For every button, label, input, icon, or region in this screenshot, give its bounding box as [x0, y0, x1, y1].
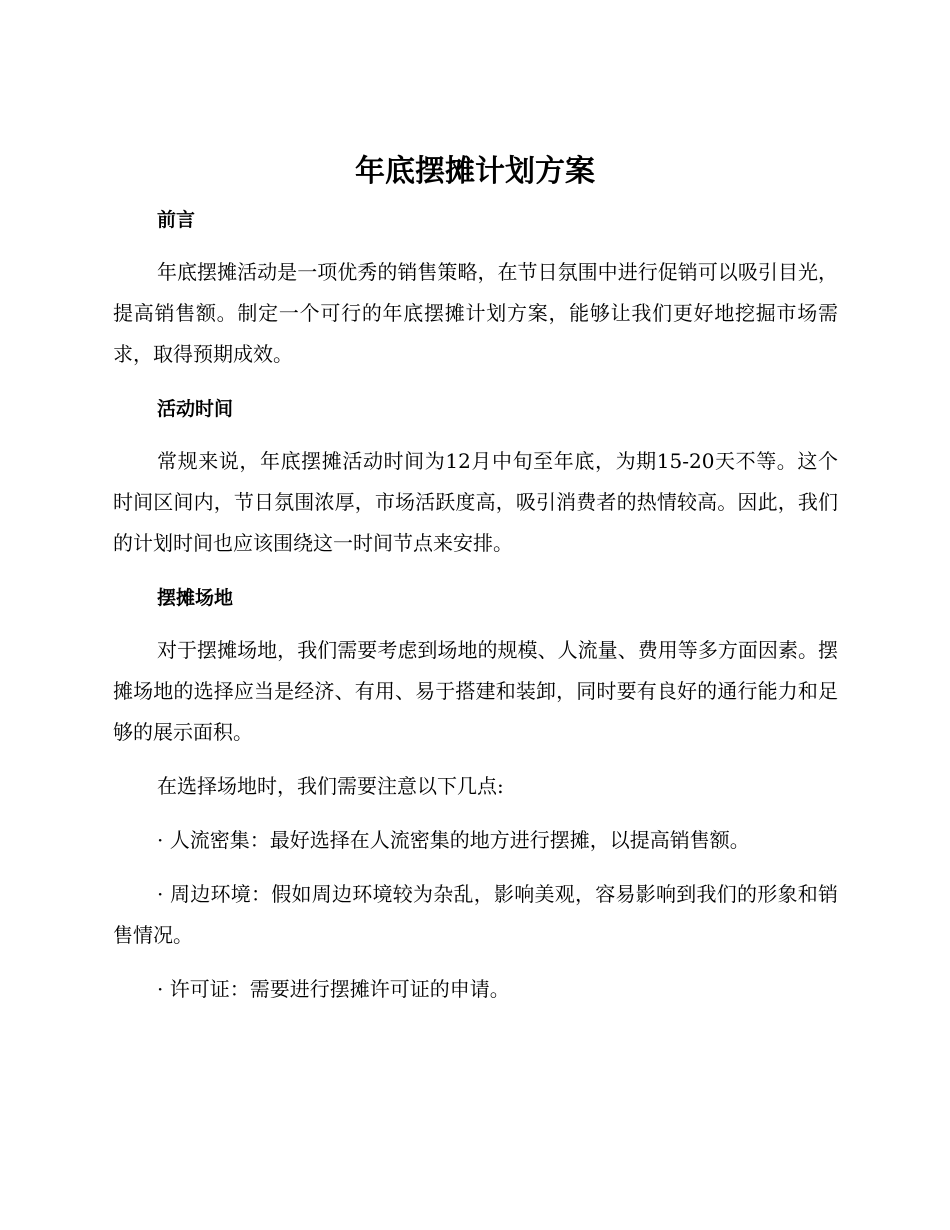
venue-selection-intro: 在选择场地时，我们需要注意以下几点:: [157, 774, 504, 798]
section-heading-preface: 前言: [157, 209, 196, 231]
activity-time-paragraph: 常规来说，年底摆摊活动时间为12月中旬至年底，为期15-20天不等。这个时间区间内，节日氛围浓厚，市场活跃度高，吸引消费者的热情较高。因此，我们的计划时间也应该围绕这一时间节点来安排。: [113, 449, 838, 555]
list-item-environment: · 周边环境：假如周边环境较为杂乱，影响美观，容易影响到我们的形象和销售情况。: [113, 882, 838, 947]
stall-venue-paragraph: 对于摆摊场地，我们需要考虑到场地的规模、人流量、费用等多方面因素。摆摊场地的选择应当是经济、有用、易于搭建和装卸，同时要有良好的通行能力和足够的展示面积。: [113, 638, 838, 744]
list-item-crowd: · 人流密集：最好选择在人流密集的地方进行摆摊，以提高销售额。: [157, 828, 750, 852]
section-heading-stall-venue: 摆摊场地: [157, 587, 234, 609]
list-item-permit: · 许可证：需要进行摆摊许可证的申请。: [157, 977, 510, 1001]
preface-paragraph: 年底摆摊活动是一项优秀的销售策略，在节日氛围中进行促销可以吸引目光，提高销售额。制定一个可行的年底摆摊计划方案，能够让我们更好地挖掘市场需求，取得预期成效。: [113, 260, 838, 366]
document-body: [113, 200, 838, 1010]
section-heading-activity-time: 活动时间: [157, 398, 234, 420]
page-title: 年底摆摊计划方案: [355, 154, 595, 189]
